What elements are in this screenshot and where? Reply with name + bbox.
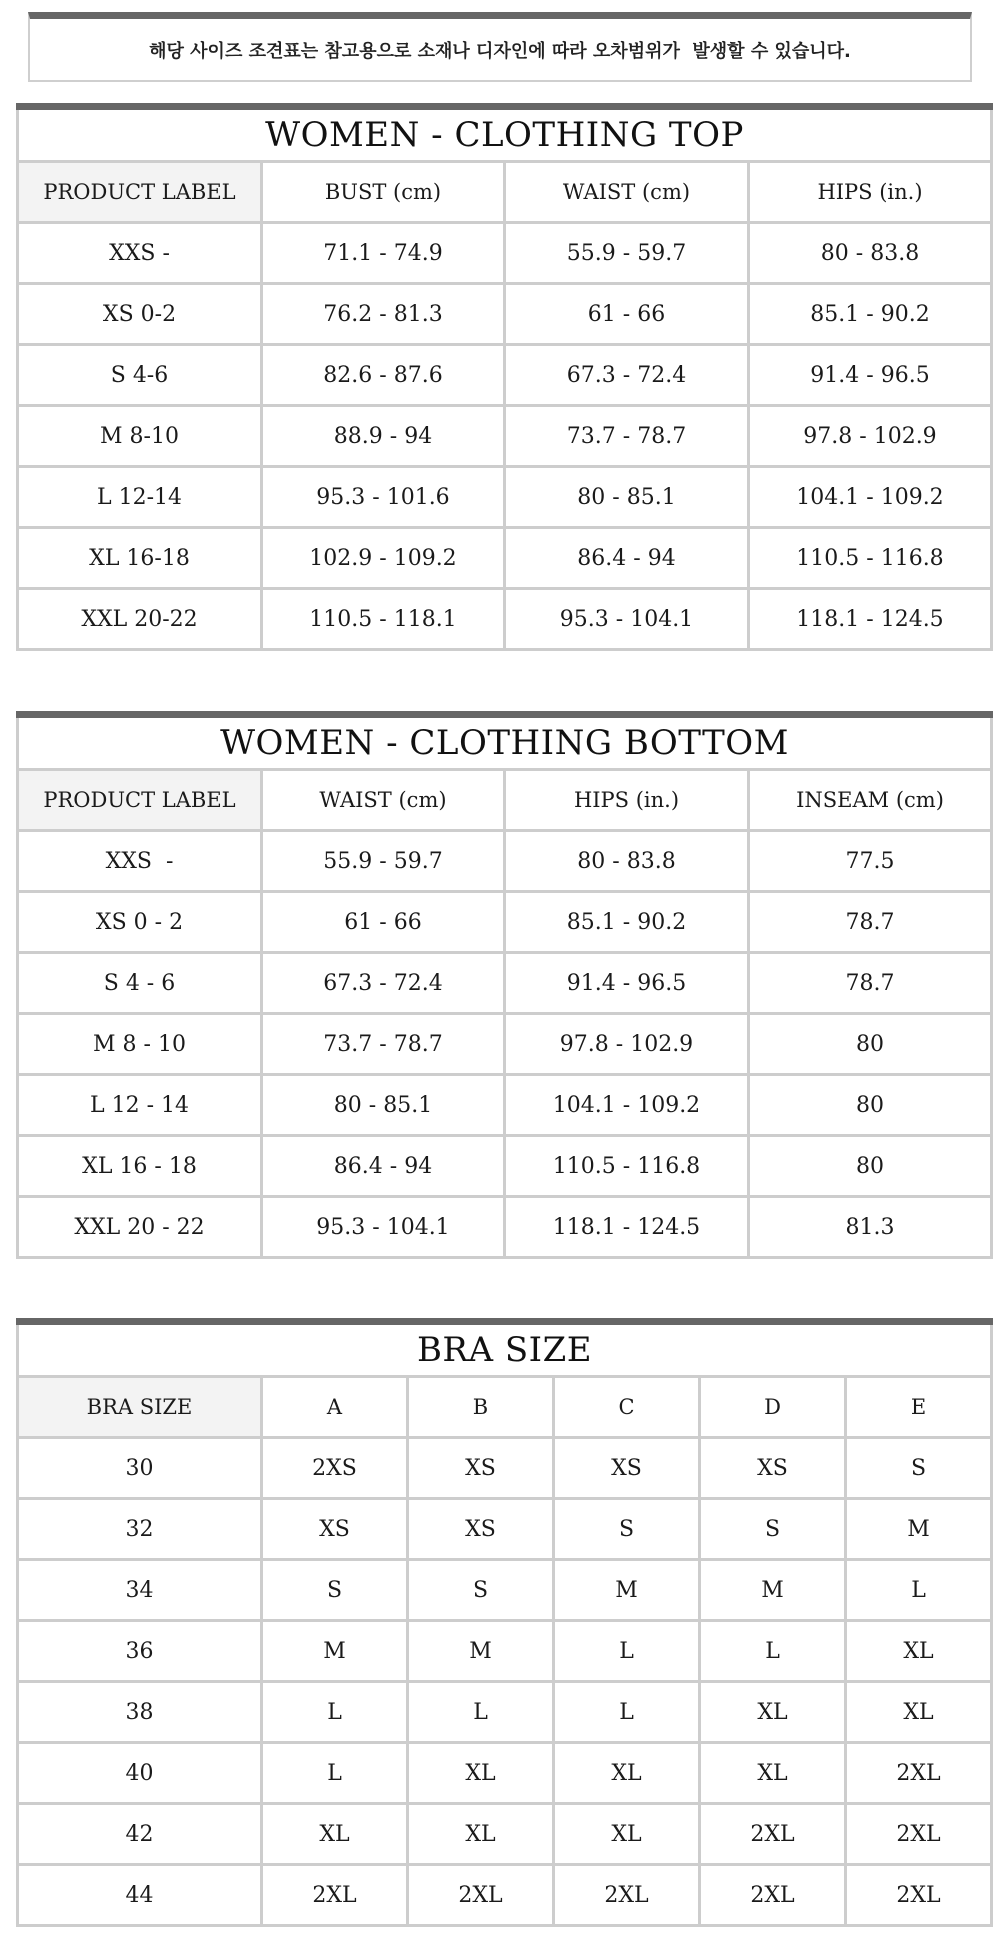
table-cell: 91.4 - 96.5 — [749, 345, 992, 406]
band-size-cell: 38 — [18, 1682, 262, 1743]
table-cell: 80 - 83.8 — [505, 831, 749, 892]
table-cell: 102.9 - 109.2 — [262, 528, 505, 589]
table-cell: XL — [262, 1804, 408, 1865]
table-cell: L — [408, 1682, 554, 1743]
table-cell: L — [554, 1621, 700, 1682]
table-title: WOMEN - CLOTHING TOP — [18, 107, 992, 162]
table-cell: M — [700, 1560, 846, 1621]
table-cell: M — [408, 1621, 554, 1682]
size-label-cell: L 12-14 — [18, 467, 262, 528]
table-cell: 80 - 83.8 — [749, 223, 992, 284]
table-row — [18, 1865, 992, 1926]
column-header: WAIST (cm) — [262, 770, 505, 831]
table-cell: 86.4 - 94 — [505, 528, 749, 589]
women-clothing-top-section — [16, 103, 990, 651]
table-cell: XS — [262, 1499, 408, 1560]
table-cell: XL — [846, 1682, 992, 1743]
table-cell: 80 — [749, 1075, 992, 1136]
size-notice: 해당 사이즈 조견표는 참고용으로 소재나 디자인에 따라 오차범위가 발생할 수 있습니다. — [28, 12, 972, 82]
table-cell: S — [700, 1499, 846, 1560]
table-row — [18, 953, 992, 1014]
table-row — [18, 1560, 992, 1621]
table-cell: 95.3 - 104.1 — [262, 1197, 505, 1258]
table-cell: 110.5 - 116.8 — [505, 1136, 749, 1197]
table-row — [18, 467, 992, 528]
table-row — [18, 1197, 992, 1258]
table-row — [18, 589, 992, 650]
table-cell: XL — [554, 1743, 700, 1804]
table-cell: 76.2 - 81.3 — [262, 284, 505, 345]
band-size-cell: 36 — [18, 1621, 262, 1682]
table-cell: XL — [408, 1804, 554, 1865]
table-cell: XS — [408, 1499, 554, 1560]
table-cell: 81.3 — [749, 1197, 992, 1258]
table-cell: 97.8 - 102.9 — [505, 1014, 749, 1075]
table-cell: 95.3 - 104.1 — [505, 589, 749, 650]
table-cell: M — [262, 1621, 408, 1682]
band-size-cell: 30 — [18, 1438, 262, 1499]
table-cell: 61 - 66 — [262, 892, 505, 953]
table-cell: 55.9 - 59.7 — [505, 223, 749, 284]
size-label-cell: XS 0 - 2 — [18, 892, 262, 953]
bra-size-table — [16, 1318, 993, 1927]
table-cell: 2XL — [408, 1865, 554, 1926]
table-row — [18, 1743, 992, 1804]
table-cell: 2XL — [262, 1865, 408, 1926]
table-cell: L — [846, 1560, 992, 1621]
table-cell: 61 - 66 — [505, 284, 749, 345]
table-cell: M — [554, 1560, 700, 1621]
table-cell: 2XL — [846, 1743, 992, 1804]
table-row — [18, 284, 992, 345]
table-cell: S — [262, 1560, 408, 1621]
table-cell: 95.3 - 101.6 — [262, 467, 505, 528]
size-label-cell: S 4-6 — [18, 345, 262, 406]
table-row — [18, 1499, 992, 1560]
table-cell: XS — [554, 1438, 700, 1499]
table-cell: 67.3 - 72.4 — [505, 345, 749, 406]
table-cell: XS — [408, 1438, 554, 1499]
table-cell: 2XL — [554, 1865, 700, 1926]
size-label-cell: L 12 - 14 — [18, 1075, 262, 1136]
table-cell: 55.9 - 59.7 — [262, 831, 505, 892]
table-cell: 118.1 - 124.5 — [505, 1197, 749, 1258]
women-clothing-top-table — [16, 103, 993, 651]
table-cell: M — [846, 1499, 992, 1560]
table-cell: 97.8 - 102.9 — [749, 406, 992, 467]
band-size-cell: 40 — [18, 1743, 262, 1804]
table-row — [18, 1804, 992, 1865]
table-cell: 86.4 - 94 — [262, 1136, 505, 1197]
table-cell: S — [408, 1560, 554, 1621]
table-cell: 71.1 - 74.9 — [262, 223, 505, 284]
table-cell: 110.5 - 118.1 — [262, 589, 505, 650]
table-row — [18, 1682, 992, 1743]
table-cell: XS — [700, 1438, 846, 1499]
table-cell: XL — [846, 1621, 992, 1682]
table-cell: 2XS — [262, 1438, 408, 1499]
table-cell: L — [554, 1682, 700, 1743]
column-header: HIPS (in.) — [505, 770, 749, 831]
table-cell: 104.1 - 109.2 — [749, 467, 992, 528]
table-cell: 2XL — [700, 1804, 846, 1865]
column-header: PRODUCT LABEL — [18, 770, 262, 831]
table-cell: 80 - 85.1 — [262, 1075, 505, 1136]
table-row — [18, 1621, 992, 1682]
table-cell: 91.4 - 96.5 — [505, 953, 749, 1014]
size-label-cell: XXL 20 - 22 — [18, 1197, 262, 1258]
table-cell: 78.7 — [749, 953, 992, 1014]
bra-size-section — [16, 1318, 990, 1927]
table-cell: 78.7 — [749, 892, 992, 953]
table-row — [18, 345, 992, 406]
table-cell: L — [262, 1743, 408, 1804]
table-cell: 110.5 - 116.8 — [749, 528, 992, 589]
table-row — [18, 1136, 992, 1197]
size-label-cell: XL 16 - 18 — [18, 1136, 262, 1197]
table-cell: XL — [700, 1743, 846, 1804]
table-cell: 88.9 - 94 — [262, 406, 505, 467]
table-cell: 85.1 - 90.2 — [505, 892, 749, 953]
table-cell: 73.7 - 78.7 — [262, 1014, 505, 1075]
column-header: B — [408, 1377, 554, 1438]
size-label-cell: M 8-10 — [18, 406, 262, 467]
table-cell: 104.1 - 109.2 — [505, 1075, 749, 1136]
size-label-cell: XXL 20-22 — [18, 589, 262, 650]
table-cell: 80 — [749, 1014, 992, 1075]
table-cell: S — [554, 1499, 700, 1560]
table-title: BRA SIZE — [18, 1322, 992, 1377]
table-row — [18, 831, 992, 892]
table-cell: 82.6 - 87.6 — [262, 345, 505, 406]
table-row — [18, 1075, 992, 1136]
table-cell: XL — [408, 1743, 554, 1804]
women-clothing-bottom-section — [16, 711, 990, 1259]
table-cell: 2XL — [846, 1865, 992, 1926]
table-row — [18, 528, 992, 589]
column-header: A — [262, 1377, 408, 1438]
table-cell: 2XL — [700, 1865, 846, 1926]
table-cell: 67.3 - 72.4 — [262, 953, 505, 1014]
table-cell: 80 — [749, 1136, 992, 1197]
size-label-cell: S 4 - 6 — [18, 953, 262, 1014]
column-header: PRODUCT LABEL — [18, 162, 262, 223]
size-label-cell: M 8 - 10 — [18, 1014, 262, 1075]
column-header: E — [846, 1377, 992, 1438]
table-cell: 77.5 — [749, 831, 992, 892]
women-clothing-bottom-table — [16, 711, 993, 1259]
size-label-cell: XXS - — [18, 831, 262, 892]
table-row — [18, 1014, 992, 1075]
table-cell: 118.1 - 124.5 — [749, 589, 992, 650]
column-header: INSEAM (cm) — [749, 770, 992, 831]
column-header: WAIST (cm) — [505, 162, 749, 223]
size-label-cell: XXS - — [18, 223, 262, 284]
table-cell: XL — [700, 1682, 846, 1743]
table-cell: 85.1 - 90.2 — [749, 284, 992, 345]
band-size-cell: 34 — [18, 1560, 262, 1621]
table-row — [18, 892, 992, 953]
table-cell: XL — [554, 1804, 700, 1865]
table-cell: 80 - 85.1 — [505, 467, 749, 528]
table-cell: L — [262, 1682, 408, 1743]
column-header: D — [700, 1377, 846, 1438]
column-header: C — [554, 1377, 700, 1438]
size-label-cell: XS 0-2 — [18, 284, 262, 345]
band-size-cell: 44 — [18, 1865, 262, 1926]
table-cell: L — [700, 1621, 846, 1682]
table-row — [18, 1438, 992, 1499]
column-header: BRA SIZE — [18, 1377, 262, 1438]
band-size-cell: 42 — [18, 1804, 262, 1865]
table-row — [18, 406, 992, 467]
table-cell: 73.7 - 78.7 — [505, 406, 749, 467]
table-cell: S — [846, 1438, 992, 1499]
size-label-cell: XL 16-18 — [18, 528, 262, 589]
table-title: WOMEN - CLOTHING BOTTOM — [18, 715, 992, 770]
table-row — [18, 223, 992, 284]
table-cell: 2XL — [846, 1804, 992, 1865]
band-size-cell: 32 — [18, 1499, 262, 1560]
column-header: HIPS (in.) — [749, 162, 992, 223]
column-header: BUST (cm) — [262, 162, 505, 223]
